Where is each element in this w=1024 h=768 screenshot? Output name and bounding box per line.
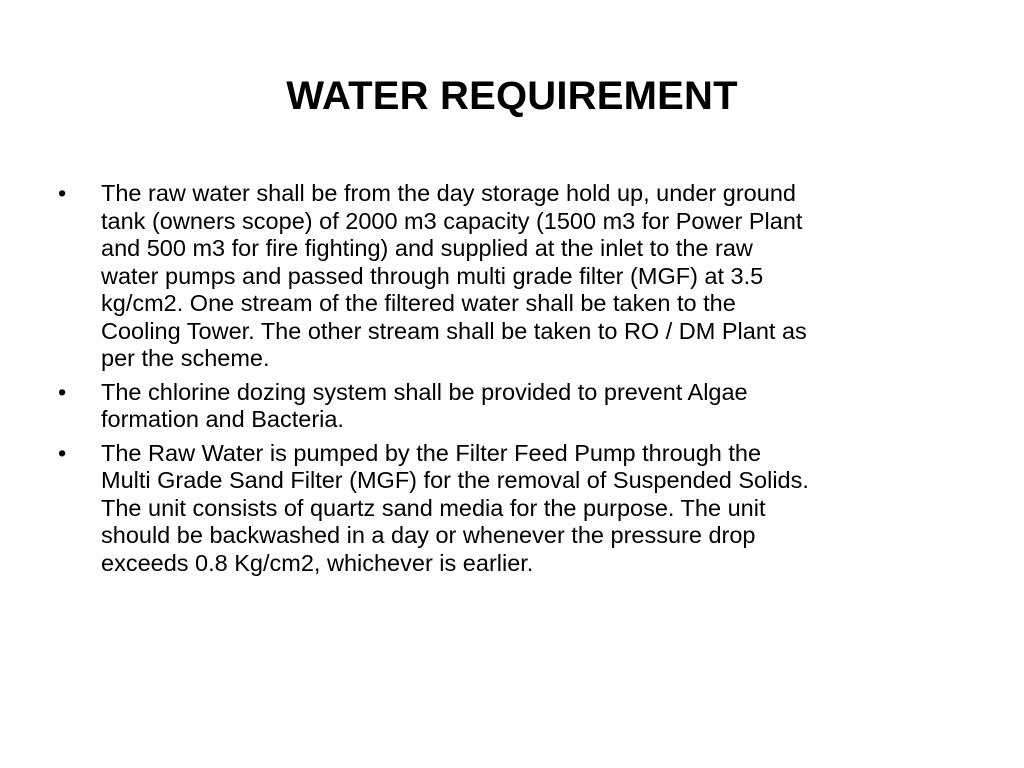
bullet-text: The Raw Water is pumped by the Filter Feed Pump through the Multi Grade Sand Filter (MGF) for the removal of Suspended Solids. The unit consists of quartz sand media for the purpose. The unit should be backwashed in a day or whenever the pressure drop exceeds 0.8 Kg/cm2, whichever is earlier. bbox=[101, 439, 809, 576]
bullet-item-chlorine-dozing bbox=[58, 379, 978, 434]
bullet-item-raw-water-source bbox=[58, 180, 978, 373]
bullet-icon: • bbox=[58, 180, 67, 206]
bullet-list bbox=[58, 180, 978, 583]
bullet-text: The chlorine dozing system shall be provided to prevent Algae formation and Bacteria. bbox=[101, 378, 748, 432]
bullet-icon: • bbox=[58, 378, 67, 405]
bullet-item-sand-filter bbox=[58, 440, 978, 578]
bullet-icon: • bbox=[58, 439, 67, 466]
bullet-text: The raw water shall be from the day storage hold up, under ground tank (owners scope) of 2000 m3 capacity (1500 m3 for Power Plant and 500 m3 for fire fighting) and supplied at the inlet to the raw water pumps and passed through multi grade filter (MGF) at 3.5 kg/cm2. One stream of the filtered water shall be taken to the Cooling Tower. The other stream shall be taken to RO / DM Plant as per the scheme. bbox=[101, 180, 807, 371]
slide-title: WATER REQUIREMENT bbox=[286, 74, 738, 118]
